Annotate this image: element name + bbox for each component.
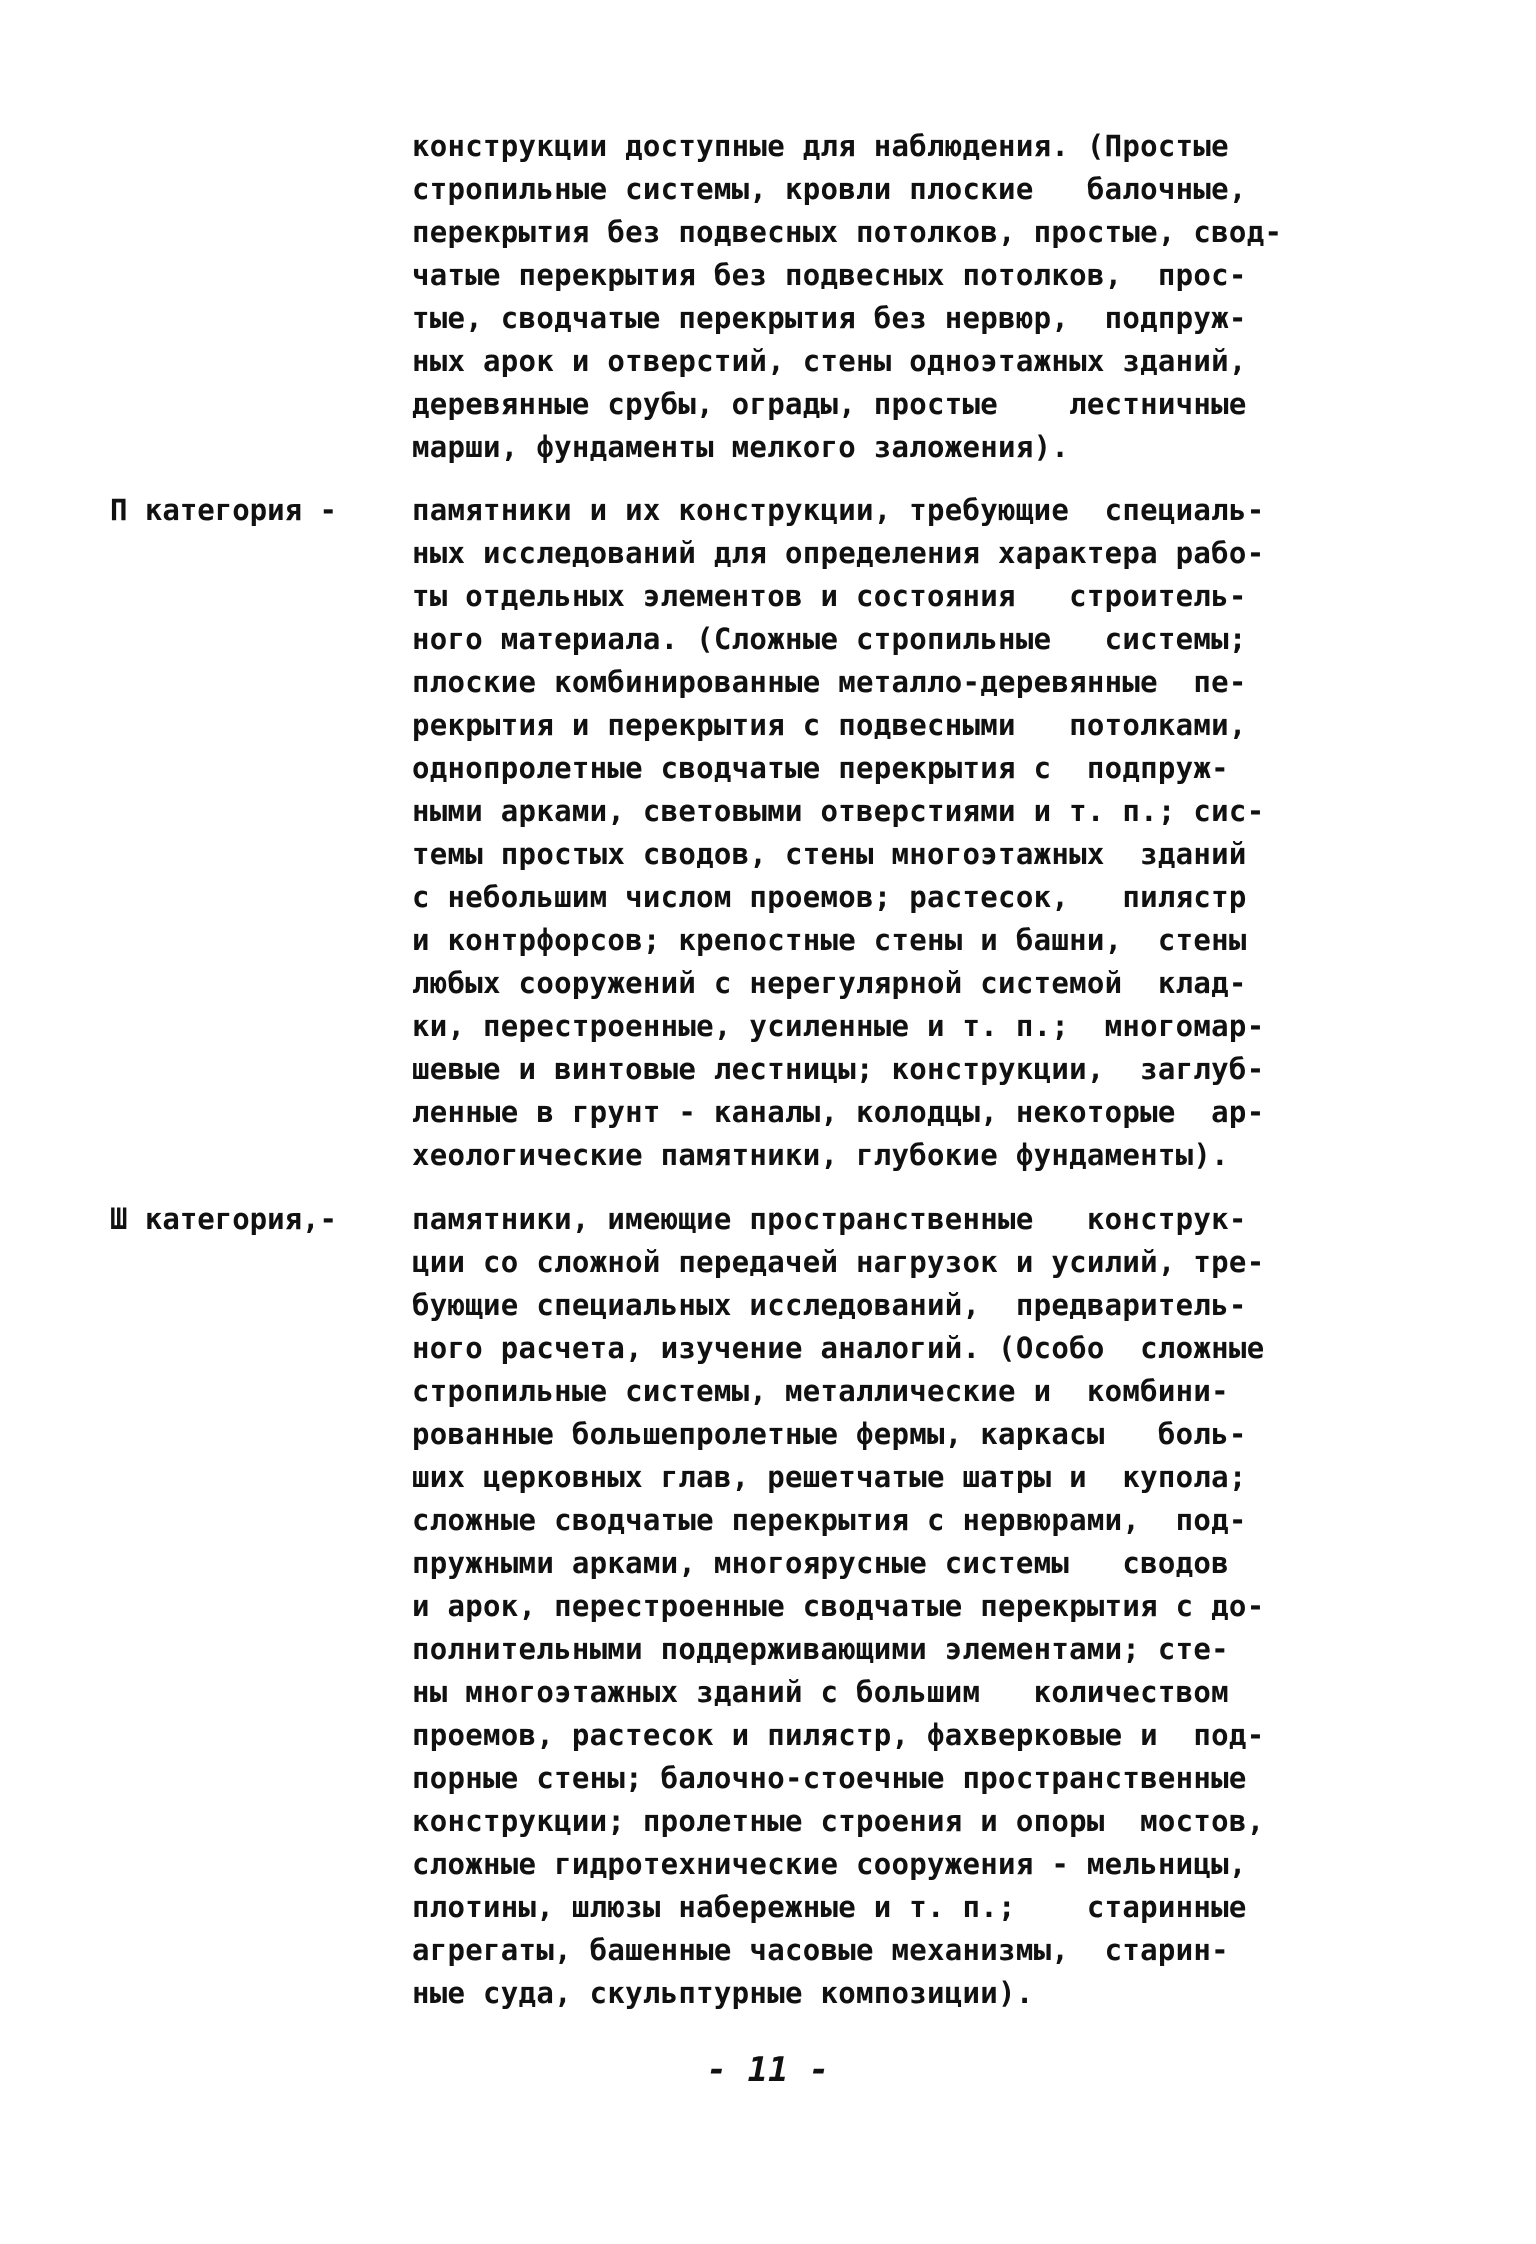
text-line: сложные сводчатые перекрытия с нервюрами, под- (412, 1503, 1247, 1537)
text-line: проемов, растесок и пилястр, фахверковые и под- (412, 1718, 1265, 1752)
text-line: полнительными поддерживающими элементами; сте- (412, 1632, 1229, 1666)
text-line: однопролетные сводчатые перекрытия с подпруж- (412, 751, 1229, 785)
text-line: сложные гидротехнические сооружения - мельницы, (412, 1847, 1247, 1881)
text-line: чатые перекрытия без подвесных потолков, прос- (412, 258, 1247, 292)
text-line: ного материала. (Сложные стропильные системы; (412, 622, 1247, 656)
text-line: хеологические памятники, глубокие фундаменты). (412, 1138, 1229, 1172)
text-line: конструкции доступные для наблюдения. (Простые (412, 129, 1229, 163)
text-line: и контрфорсов; крепостные стены и башни, стены (412, 923, 1247, 957)
text-line: ные суда, скульптурные композиции). (412, 1976, 1034, 2010)
text-line: ными арками, световыми отверстиями и т. п.; сис- (412, 794, 1265, 828)
text-line: любых сооружений с нерегулярной системой клад- (412, 966, 1247, 1000)
text-line: ки, перестроенные, усиленные и т. п.; многомар- (412, 1009, 1265, 1043)
text-line: деревянные срубы, ограды, простые лестничные (412, 387, 1247, 421)
text-line: рованные большепролетные фермы, каркасы боль- (412, 1417, 1247, 1451)
page-number: - 11 - (706, 2050, 830, 2090)
text-line: памятники, имеющие пространственные конструк- (412, 1202, 1247, 1236)
text-line: ции со сложной передачей нагрузок и усилий, тре- (412, 1245, 1265, 1279)
text-line: плотины, шлюзы набережные и т. п.; старинные (412, 1890, 1247, 1924)
text-line: с небольшим числом проемов; растесок, пилястр (412, 880, 1247, 914)
text-line: агрегаты, башенные часовые механизмы, старин- (412, 1933, 1229, 1967)
text-line: шевые и винтовые лестницы; конструкции, заглуб- (412, 1052, 1265, 1086)
text-line: порные стены; балочно-стоечные пространственные (412, 1761, 1247, 1795)
text-line: ного расчета, изучение аналогий. (Особо сложные (412, 1331, 1265, 1365)
text-line: памятники и их конструкции, требующие специаль- (412, 493, 1265, 527)
text-line: перекрытия без подвесных потолков, простые, свод- (412, 215, 1283, 249)
text-line: ленные в грунт - каналы, колодцы, некоторые ар- (412, 1095, 1265, 1129)
text-line: конструкции; пролетные строения и опоры мостов, (412, 1804, 1265, 1838)
text-line: ны многоэтажных зданий с большим количеством (412, 1675, 1229, 1709)
text-line: и арок, перестроенные сводчатые перекрытия с до- (412, 1589, 1265, 1623)
text-line: ных арок и отверстий, стены одноэтажных зданий, (412, 344, 1247, 378)
text-line: марши, фундаменты мелкого заложения). (412, 430, 1070, 464)
text-line: темы простых сводов, стены многоэтажных зданий (412, 837, 1247, 871)
text-line: пружными арками, многоярусные системы сводов (412, 1546, 1229, 1580)
text-line: тые, сводчатые перекрытия без нервюр, подпруж- (412, 301, 1247, 335)
text-line: стропильные системы, металлические и комбини- (412, 1374, 1229, 1408)
text-line: бующие специальных исследований, предваритель- (412, 1288, 1247, 1322)
category-3-label: Ш категория,- (110, 1202, 337, 1236)
category-2-label: П категория - (110, 493, 337, 527)
text-line: стропильные системы, кровли плоские балочные, (412, 172, 1247, 206)
text-line: ты отдельных элементов и состояния строитель- (412, 579, 1247, 613)
text-line: плоские комбинированные металло-деревянные пе- (412, 665, 1247, 699)
text-line: ших церковных глав, решетчатые шатры и купола; (412, 1460, 1247, 1494)
text-line: рекрытия и перекрытия с подвесными потолками, (412, 708, 1247, 742)
text-line: ных исследований для определения характера рабо- (412, 536, 1265, 570)
